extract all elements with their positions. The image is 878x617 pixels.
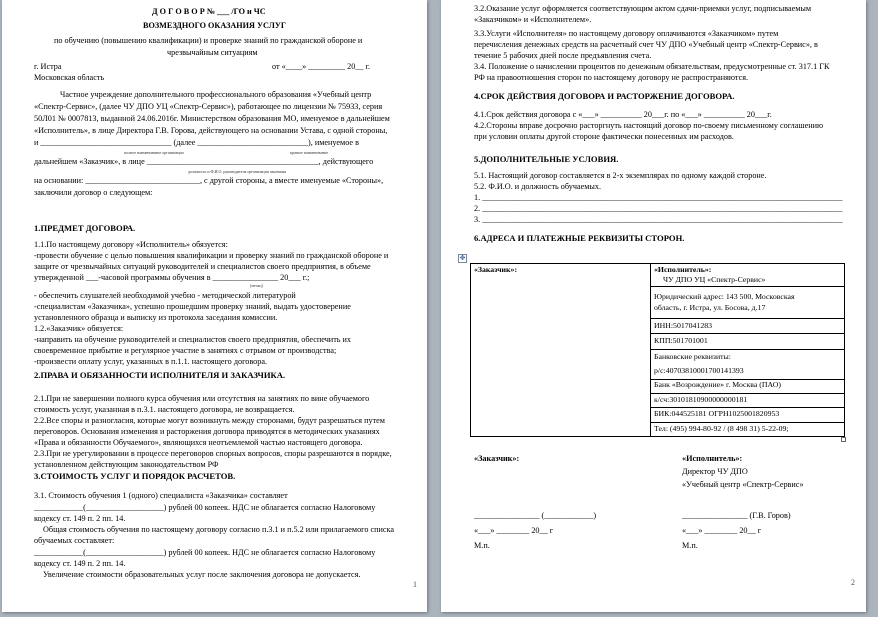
text-line: переговоров. Основания изменения и расторжения договора приводятся в методических указаниях (34, 427, 380, 436)
table-customer-label: «Заказчик»: (474, 265, 518, 274)
field-hint-label: полное наименование организации (124, 150, 184, 155)
text-line: кодексу ст. 149 п. 2 пп. 14. (34, 559, 126, 568)
signature-customer-line: ________________ (____________) (474, 511, 597, 520)
text-line: установленного образца и выписку из протокола заседания комиссии. (34, 313, 278, 322)
signature-executor-date: «___» ________ 20__ г (682, 526, 762, 535)
text-line: 1.1.По настоящему договору «Исполнитель» обязуется: (34, 240, 228, 249)
text-line: -направить на обучение руководителей и специалистов своего предприятия, обеспечить их (34, 335, 352, 344)
field-hint-label: (месяц) (250, 283, 263, 288)
section-heading: 2.ПРАВА И ОБЯЗАННОСТИ ИСПОЛНИТЕЛЯ И ЗАКАЗЧИКА. (34, 370, 286, 380)
page-number: 2 (851, 578, 855, 587)
stamp-place-right: М.п. (682, 541, 698, 550)
text-line: чрезвычайным ситуациям (167, 48, 258, 57)
page-2 (441, 0, 866, 612)
table-address-line-2: область, г. Истра, ул. Босова, д.17 (654, 303, 766, 312)
table-kpp: КПП:501701001 (654, 336, 708, 345)
text-line: -провести обучение с целью повышения квалификации и проверку знаний по гражданской обороне и (34, 251, 389, 260)
signature-executor-org: «Учебный центр «Спектр-Сервис» (682, 480, 804, 489)
text-line: 3.2.Оказание услуг оформляется соответствующим актом сдачи-приемки услуг, подписываемым (474, 4, 812, 13)
signature-executor-line: ________________ (Г.В. Горов) (682, 511, 791, 520)
text-line: ____________(___________________) рублей 00 копеек. НДС не облагается согласно Налоговому (34, 548, 376, 557)
text-line: -произвести оплату услуг, указанных в п.1.1. настоящего договора. (34, 357, 268, 366)
text-line: течение 5 рабочих дней после предъявления счета. (474, 51, 652, 60)
table-rs: р/с:40703810001700141393 (654, 366, 744, 375)
text-line: защите от чрезвычайных ситуаций руководителей и специалистов своего предприятия, в объеме (34, 262, 371, 271)
table-move-handle-icon[interactable]: ✥ (459, 254, 466, 262)
text-line: РФ на правоотношения сторон по настоящему договору не распространяются. (474, 73, 749, 82)
text-line: 2.2.Все споры и разногласия, которые могут возникнуть между сторонами, будут разрешаться путем (34, 416, 385, 425)
text-line: установленном действующим законодательством РФ (34, 460, 219, 469)
text-line: дальнейшем «Заказчик», в лице __________________________________________, действующего (34, 157, 374, 166)
signature-executor-label: «Исполнитель»: (682, 454, 743, 463)
text-line: 5.2. Ф.И.О. и должность обучаемых. (474, 182, 602, 191)
text-line: г. Истра (34, 62, 62, 71)
text-line: 1.2.«Заказчик» обязуется: (34, 324, 124, 333)
text-line: Общая стоимость обучения по настоящему договору согласно п.3.1 и п.5.2 или прилагаемого списка (43, 525, 394, 534)
section-heading: 3.СТОИМОСТЬ УСЛУГ И ПОРЯДОК РАСЧЕТОВ. (34, 471, 236, 481)
text-line: 4.1.Срок действия договора с «___» __________ 20___г. по «___» __________ 20___г. (474, 110, 772, 119)
page-1 (2, 0, 427, 612)
table-resize-handle-icon[interactable] (841, 437, 846, 442)
text-line: утвержденной ___-часовой программы обучения в ________________ 20___ г.; (34, 273, 310, 282)
table-address-line-1: Юридический адрес: 143 500, Московская (654, 292, 795, 301)
table-bank-title: Банковские реквизиты: (654, 352, 731, 361)
text-line: «Права и обязанности Обучаемого», являющихся неотъемлемой частью настоящего договора. (34, 438, 363, 447)
signature-customer-label: «Заказчик»: (474, 454, 520, 463)
signature-customer-date: «___» ________ 20__ г (474, 526, 554, 535)
field-hint-label: краткое наименование (290, 150, 329, 155)
field-hint-label: должность и Ф.И.О. руководителя организации заказчика (188, 169, 287, 174)
section-heading: 4.СРОК ДЕЙСТВИЯ ДОГОВОРА И РАСТОРЖЕНИЕ ДОГОВОРА. (474, 91, 735, 101)
table-ks: к/сч:30101810900000000181 (654, 395, 748, 404)
text-line: -специалистам «Заказчика», успешно прошедшим проверку знаний, выдать удостоверение (34, 302, 351, 311)
text-line: при условии оплаты другой стороне фактически понесенных им расходов. (474, 132, 734, 141)
section-heading: 6.АДРЕСА И ПЛАТЕЖНЫЕ РЕКВИЗИТЫ СТОРОН. (474, 233, 685, 243)
table-executor-label: «Исполнитель»: (654, 265, 712, 274)
text-line: 50Л01 № 0007813, выданной 24.06.2016г. Министерством образования МО, именуемое в дальнейшем (34, 114, 390, 123)
text-line: Московская область (34, 73, 105, 82)
text-line: заключили договор о следующем: (34, 188, 153, 197)
text-line: 2. ________________________________________________________________________________________ (474, 204, 843, 213)
table-inn: ИНН:5017041283 (654, 321, 713, 330)
text-line: кодексу ст. 149 п. 2 пп. 14. (34, 514, 126, 523)
text-line: своевременное прибытие и регулярное участие в занятиях с отрывом от производства; (34, 346, 337, 355)
text-line: «Заказчиком» и «Исполнителем». (474, 15, 592, 24)
text-line: 2.1.При не завершении полного курса обучения или отсутствия на занятиях по вине обучаемого (34, 394, 370, 403)
text-line: на основании: ____________________________, с другой стороны, а вместе именуемые «Стороны», (34, 176, 384, 185)
page-number: 1 (413, 580, 417, 589)
text-line: 4.2.Стороны вправе досрочно расторгнуть настоящий договор по-своему письменному соглашению (474, 121, 824, 130)
text-line: и ________________________________ (далее ___________________________), именуемое в (34, 138, 359, 147)
signature-executor-post: Директор ЧУ ДПО (682, 467, 748, 476)
section-heading: 1.ПРЕДМЕТ ДОГОВОРА. (34, 223, 136, 233)
table-tel: Тел: (495) 994-80-92 / (8 498 31) 5-22-09; (654, 424, 789, 433)
table-bank: Банк «Возрождение» г. Москва (ПАО) (654, 380, 781, 389)
text-line: 5.1. Настоящий договор составляется в 2-х экземплярах по одному каждой стороне. (474, 171, 767, 180)
section-heading: 5.ДОПОЛНИТЕЛЬНЫЕ УСЛОВИЯ. (474, 154, 619, 164)
text-line: «Исполнитель», в лице Директора Г.В. Горова, действующего на основании Устава, с одной стороны, (34, 126, 388, 135)
text-line: от «____» _________ 20__ г. (272, 62, 371, 71)
table-executor-name: ЧУ ДПО УЦ «Спектр-Сервис» (663, 275, 766, 284)
text-line: по обучению (повышению квалификации) и проверке знаний по гражданской обороне и (54, 36, 363, 45)
stamp-place-left: М.п. (474, 541, 490, 550)
text-line: обучаемых составляет: (34, 536, 115, 545)
text-line: ВОЗМЕЗДНОГО ОКАЗАНИЯ УСЛУГ (143, 21, 287, 30)
text-line: 3.3.Услуги «Исполнителя» по настоящему договору оплачиваются «Заказчиком» путем (474, 29, 779, 38)
text-line: ____________(___________________) рублей 00 копеек. НДС не облагается согласно Налоговому (34, 503, 376, 512)
text-line: 3. ________________________________________________________________________________________ (474, 215, 843, 224)
text-line: Частное учреждение дополнительного профессионального образования «Учебный центр (60, 90, 372, 99)
text-line: 3.4. Положение о начислении процентов по денежным обязательствам, предусмотренные ст. 317.1 ГК (474, 62, 830, 71)
text-line: Увеличение стоимости образовательных услуг после заключения договора не допускается. (43, 570, 361, 579)
table-bik: БИК:044525181 ОГРН1025001820953 (654, 409, 780, 418)
text-line: - обеспечить слушателей необходимой учебно - методической литературой (34, 291, 296, 300)
text-line: перечисления денежных средств на расчетный счет ЧУ ДПО «Учебный центр «Спектр-Сервис», в (474, 40, 818, 49)
text-line: 3.1. Стоимость обучения 1 (одного) специалиста «Заказчика» составляет (34, 491, 288, 500)
text-line: Д О Г О В О Р № ___ /ГО и ЧС (152, 7, 266, 16)
text-line: стоимость услуг, указанная в п.3.1. настоящего договора, не возвращается. (34, 405, 295, 414)
text-line: 1. ________________________________________________________________________________________ (474, 193, 843, 202)
text-line: 2.3.При не урегулировании в процессе переговоров спорных вопросов, споры разрешаются в порядке, (34, 449, 392, 458)
text-line: «Спектр-Сервис», (далее ЧУ ДПО УЦ «Спектр-Сервис»), работающее по лицензии № 75933, серия (34, 102, 383, 111)
